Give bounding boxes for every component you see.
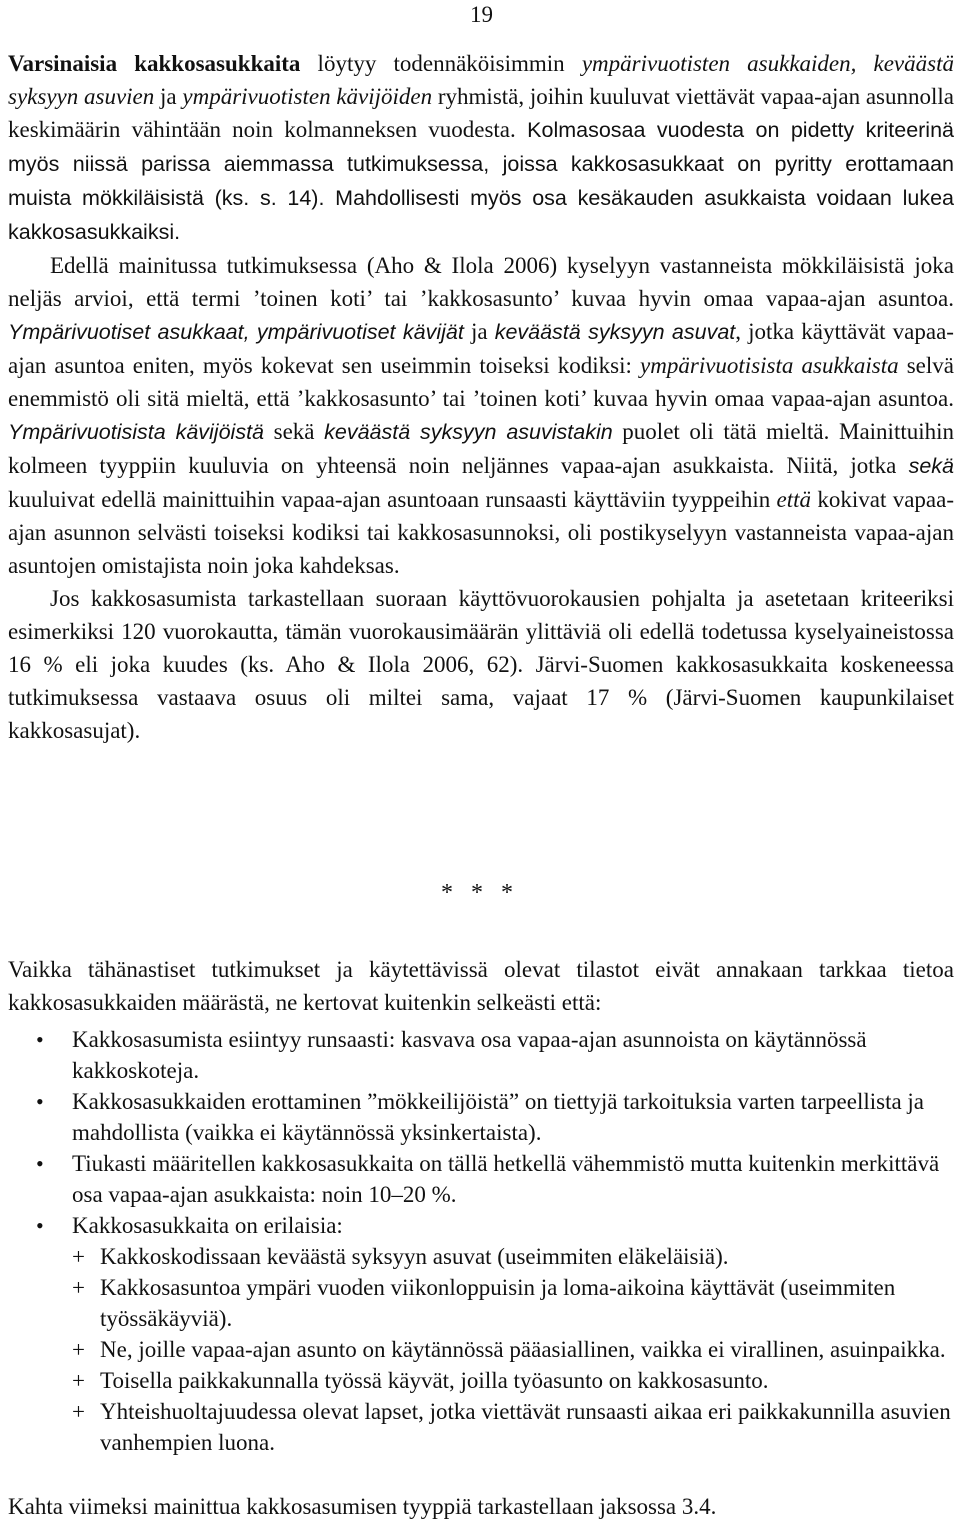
italic-term: ympärivuotisista asukkaista [640, 353, 899, 378]
text-run: Edellä mainitussa tutkimuksessa (Aho & Ilola 2006) kyselyyn vastanneista mökkiläisistä joka neljäs arvioi, että termi ’toinen koti’ tai ’kakkosasunto’ kuvaa hyvin omaa vapaa-ajan asuntoa. [8, 253, 954, 311]
sub-list-item [72, 1396, 954, 1458]
italic-term: Ympärivuotiset asukkaat, ympärivuotiset kävijät [8, 320, 464, 344]
summary-list [8, 1024, 954, 1458]
italic-term: Ympärivuotisista kävijöistä [8, 420, 264, 444]
body-text-upper [8, 47, 954, 747]
plus-icon: + [72, 1337, 85, 1362]
sub-list [72, 1241, 954, 1458]
term-bold: Varsinaisia kakkosasukkaita [8, 51, 301, 76]
text-run: ja [154, 84, 183, 109]
italic-term: ympärivuotisten asukkaiden, keväästä syksyyn asuvien [8, 51, 954, 109]
text-run: , jotka käyttävät vapaa-ajan asuntoa eniten, myös kokevat sen useimmin toiseksi kodiksi: [8, 319, 954, 378]
sub-item-text: Toisella paikkakunnalla työssä käyvät, joilla työasunto on kakkosasunto. [100, 1368, 769, 1393]
paragraph-3: Jos kakkosasumista tarkastellaan suoraan käyttövuorokausien pohjalta ja asetetaan kriteeriksi esimerkiksi 120 vuorokautta, tämän vuorokausimäärän ylittäviä oli edellä todetussa kyselyaineistossa 16 % eli joka kuudes (ks. Aho & Ilola 2006, 62). Järvi-Suomen kakkosasukkaita koskeneessa tutkimuksessa vastaava osuus oli miltei sama, vajaat 17 % (Järvi-Suomen kaupunkilaiset kakkosasujat). [8, 586, 954, 743]
text-run: Kolmasosaa vuodesta on pidetty kriteerinä myös niissä parissa aiemmassa tutkimuksessa, joissa kakkosasukkaat on pyritty erottamaan muista mökkiläisistä (ks. s. 14). Mahdollisesti myös osa kesäkauden asukkaista voidaan lukea kakkosasukkaiksi. [8, 118, 954, 244]
italic-term: keväästä syksyyn asuvat [494, 320, 736, 344]
italic-term: ympärivuotisten kävijöiden [182, 84, 433, 109]
sub-list-item [72, 1272, 954, 1334]
summary-intro: Vaikka tähänastiset tutkimukset ja käytettävissä olevat tilastot eivät annakaan tarkkaa tietoa kakkosasukkaiden määrästä, ne kertovat kuitenkin selkeästi että: [8, 957, 954, 1015]
list-item [8, 1024, 954, 1086]
bullet-icon: • [36, 1151, 44, 1176]
list-item-text: Tiukasti määritellen kakkosasukkaita on tällä hetkellä vähemmistö mutta kuitenkin merkittävä osa vapaa-ajan asukkaista: noin 10–20 %. [72, 1151, 940, 1207]
closing-sentence: Kahta viimeksi mainittua kakkosasumisen tyyppiä tarkastellaan jaksossa 3.4. [8, 1494, 717, 1519]
text-run: löytyy todennäköisimmin [300, 51, 582, 76]
list-item-text: Kakkosasukkaita on erilaisia: [72, 1213, 343, 1238]
italic-term: että [776, 487, 812, 512]
text-run: kuuluivat edellä mainittuihin vapaa-ajan asuntoaan runsaasti käyttäviin tyyppeihin [8, 487, 777, 512]
plus-icon: + [72, 1399, 85, 1424]
sub-item-text: Ne, joille vapaa-ajan asunto on käytännössä pääasiallinen, vaikka ei virallinen, asuinpaikka. [100, 1337, 946, 1362]
bullet-icon: • [36, 1213, 44, 1238]
sub-list-item [72, 1241, 954, 1272]
text-run: ja [463, 319, 495, 344]
sub-list-item [72, 1334, 954, 1365]
text-run: ryhmistä, joihin kuuluvat viettävät vapaa-ajan asunnolla keskimäärin vähintään noin kolmanneksen vuodesta. [8, 84, 954, 142]
text-run: sekä [264, 419, 325, 444]
italic-term: keväästä syksyyn asuvistakin [324, 420, 613, 444]
paragraph-2 [8, 249, 954, 582]
italic-term: sekä [908, 454, 954, 478]
list-item-text: Kakkosasumista esiintyy runsaasti: kasvava osa vapaa-ajan asunnoista on käytännössä kakkoskoteja. [72, 1027, 867, 1083]
plus-icon: + [72, 1275, 85, 1300]
bullet-icon: • [36, 1089, 44, 1114]
text-run: puolet oli tätä mieltä. Mainittuihin kolmeen tyyppiin kuuluvia on yhteensä noin neljännes vapaa-ajan asukkaista. Niitä, jotka [8, 419, 954, 478]
plus-icon: + [72, 1368, 85, 1393]
sub-item-text: Kakkoskodissaan keväästä syksyyn asuvat (useimmiten eläkeläisiä). [100, 1244, 729, 1269]
page-number: 19 [470, 2, 493, 27]
list-item [8, 1148, 954, 1210]
list-item [8, 1086, 954, 1148]
list-item [8, 1210, 954, 1458]
list-item-text: Kakkosasukkaiden erottaminen ”mökkeilijöistä” on tiettyjä tarkoituksia varten tarpeellista ja mahdollista (vaikka ei käytännössä yksinkertaista). [72, 1089, 925, 1145]
text-run: kokivat vapaa-ajan asunnon selvästi toiseksi kodiksi tai kakkosasunnoksi, oli postikyselyyn vastanneista vapaa-ajan asuntojen omistajista noin joka kahdeksas. [8, 487, 954, 578]
sub-item-text: Kakkosasuntoa ympäri vuoden viikonloppuisin ja loma-aikoina käyttävät (useimmiten työssäkäyviä). [100, 1275, 896, 1331]
paragraph-1 [8, 47, 954, 249]
sub-list-item [72, 1365, 954, 1396]
plus-icon: + [72, 1244, 85, 1269]
section-separator: * * * [441, 880, 519, 906]
bullet-icon: • [36, 1027, 44, 1052]
text-run: selvä enemmistö oli sitä mieltä, että ’kakkosasunto’ tai ’toinen koti’ kuvaa hyvin omaa vapaa-ajan asuntoa. [8, 353, 954, 411]
sub-item-text: Yhteishuoltajuudessa olevat lapset, jotka viettävät runsaasti aikaa eri paikkakunnilla asuvien vanhempien luona. [100, 1399, 951, 1455]
